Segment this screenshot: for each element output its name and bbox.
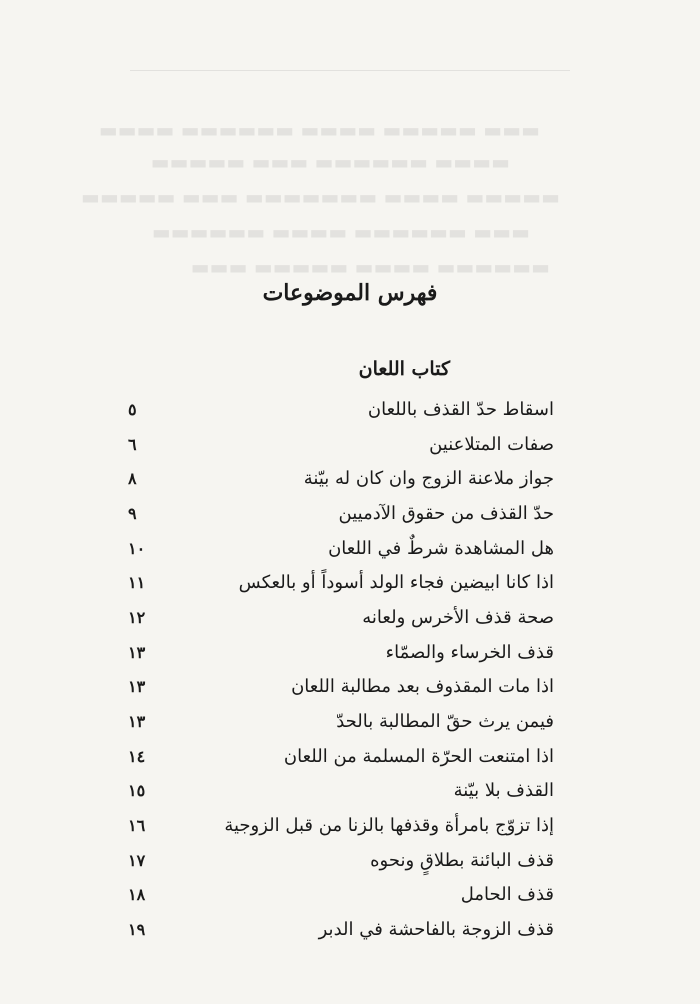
toc-page-number: ١٣ — [128, 677, 146, 697]
toc-entry — [128, 808, 554, 843]
toc-page-number: ١٠ — [128, 538, 146, 558]
toc-entry — [128, 531, 554, 566]
section-heading: كتاب اللعان — [358, 358, 450, 380]
toc-entry-title: اذا كانا ابيضين فجاء الولد أسوداً أو بالعكس — [238, 572, 554, 594]
toc-page-number: ٦ — [128, 434, 137, 454]
toc-page-number: ١٥ — [128, 781, 146, 801]
toc-entry — [128, 565, 554, 600]
toc-page-number: ١٢ — [128, 607, 146, 627]
toc-entry — [128, 739, 554, 774]
bleed-through-rule — [130, 70, 570, 71]
toc-entry-title: قذف الخرساء والصمّاء — [385, 641, 554, 663]
toc-entry-title: قذف الزوجة بالفاحشة في الدبر — [318, 919, 554, 941]
toc-entry-title: اذا امتنعت الحرّة المسلمة من اللعان — [283, 745, 554, 767]
bleed-through-text: ▬▬▬ ▬▬▬▬▬▬ ▬▬▬▬ ▬▬▬▬▬▬ — [151, 220, 530, 244]
toc-page-number: ١٣ — [128, 642, 146, 662]
toc-entry-title: القذف بلا بيّنة — [453, 780, 554, 802]
toc-entry-title: فيمن يرث حقّ المطالبة بالحدّ — [336, 711, 554, 733]
bleed-through-text: ▬▬▬▬▬▬ ▬▬▬▬ ▬▬▬▬▬ ▬▬▬ — [190, 255, 550, 279]
toc-entry-title: صفات المتلاعنين — [429, 433, 554, 455]
toc-entry — [128, 635, 554, 670]
toc-entry-title: صحة قذف الأخرس ولعانه — [362, 606, 554, 628]
toc-entry — [128, 670, 554, 705]
toc-page-number: ١٨ — [128, 885, 146, 905]
toc-entry — [128, 461, 554, 496]
toc-entry — [128, 774, 554, 809]
toc-entry — [128, 427, 554, 462]
toc-entry-title: إذا تزوّج بامرأة وقذفها بالزنا من قبل الزوجية — [224, 815, 554, 837]
toc-entry — [128, 704, 554, 739]
toc-entry — [128, 600, 554, 635]
toc-page-number: ١٣ — [128, 712, 146, 732]
toc-page-number: ١٧ — [128, 850, 146, 870]
bleed-through-text: ▬▬▬▬ ▬▬▬▬▬▬ ▬▬▬ ▬▬▬▬▬ — [150, 150, 510, 174]
bleed-through-text: ▬▬▬ ▬▬▬▬▬ ▬▬▬▬ ▬▬▬▬▬▬ ▬▬▬▬ — [98, 118, 540, 142]
toc-page-number: ٥ — [128, 399, 137, 419]
toc-page-number: ١٩ — [128, 920, 146, 940]
bleed-through-text: ▬▬▬▬▬ ▬▬▬▬ ▬▬▬▬▬▬▬ ▬▬▬ ▬▬▬▬▬ — [81, 185, 560, 209]
toc-entry — [128, 843, 554, 878]
page-title: فهرس الموضوعات — [262, 280, 438, 306]
toc-page-number: ٩ — [128, 503, 137, 523]
toc-entry-title: اذا مات المقذوف بعد مطالبة اللعان — [291, 676, 554, 698]
toc-entry-title: اسقاط حدّ القذف باللعان — [367, 398, 554, 420]
toc-entry-title: قذف الحامل — [460, 884, 554, 906]
toc-entry — [128, 878, 554, 913]
toc-page-number: ١١ — [128, 573, 146, 593]
toc-list — [128, 392, 554, 947]
toc-entry-title: حدّ القذف من حقوق الآدميين — [338, 502, 554, 524]
toc-page-number: ٨ — [128, 469, 137, 489]
toc-entry — [128, 912, 554, 947]
toc-entry-title: جواز ملاعنة الزوج وان كان له بيّنة — [303, 468, 554, 490]
toc-page-number: ١٦ — [128, 816, 146, 836]
toc-entry-title: هل المشاهدة شرطٌ في اللعان — [328, 537, 554, 559]
toc-page-number: ١٤ — [128, 746, 146, 766]
toc-entry-title: قذف البائنة بطلاقٍ ونحوه — [370, 849, 554, 871]
toc-entry — [128, 392, 554, 427]
toc-entry — [128, 496, 554, 531]
